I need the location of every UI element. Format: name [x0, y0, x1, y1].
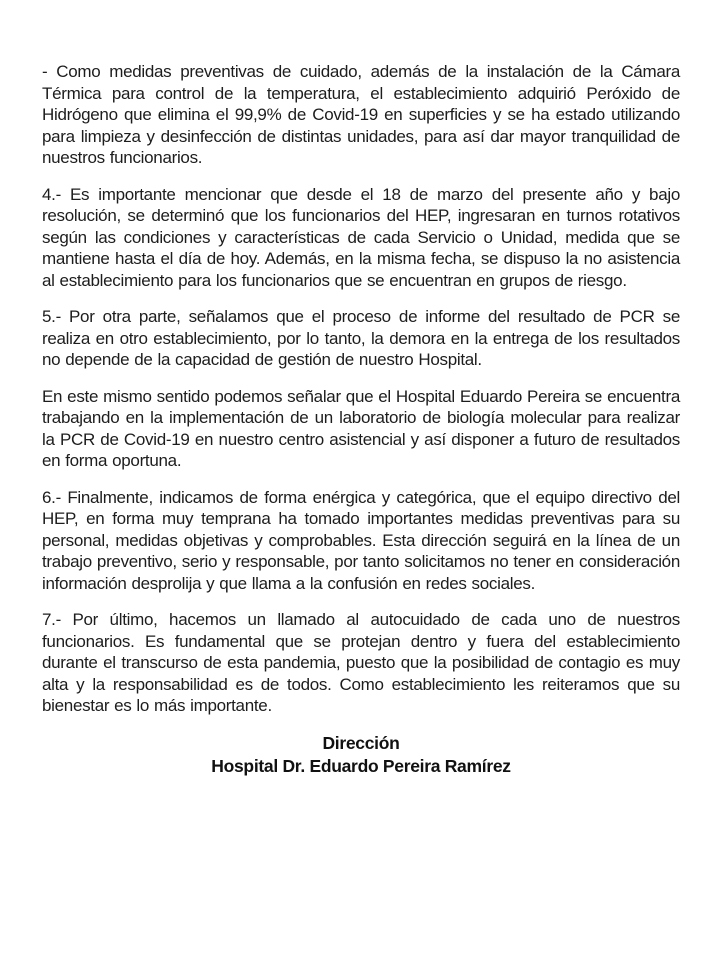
- signature-block: [42, 732, 680, 778]
- paragraph-7-self-care: 7.- Por último, hacemos un llamado al autocuidado de cada uno de nuestros funcionarios. Es fundamental que se protejan dentro y fuera del establecimiento durante el transcurso de esta pandemia, puesto que la posibilidad de contagio es muy alta y la responsabilidad es de todos. Como establecimiento les reiteramos que su bienestar es lo más importante.: [42, 610, 680, 715]
- paragraph-4-rotating-shifts: 4.- Es importante mencionar que desde el 18 de marzo del presente año y bajo resolución, se determinó que los funcionarios del HEP, ingresaran en turnos rotativos según las condiciones y características de cada Servicio o Unidad, medida que se mantiene hasta el día de hoy. Además, en la misma fecha, se dispuso la no asistencia al establecimiento para los funcionarios que se encuentran en grupos de riesgo.: [42, 184, 680, 290]
- paragraph-5-pcr-results: 5.- Por otra parte, señalamos que el proceso de informe del resultado de PCR se realiza en otro establecimiento, por lo tanto, la demora en la entrega de los resultados no depende de la capacidad de gestión de nuestro Hospital.: [42, 307, 680, 369]
- paragraph-molecular-lab: En este mismo sentido podemos señalar que el Hospital Eduardo Pereira se encuentra trabajando en la implementación de un laboratorio de biología molecular para realizar la PCR de Covid-19 en nuestro centro asistencial y así disponer a futuro de resultados en forma oportuna.: [42, 386, 680, 470]
- signature-hospital-name: Hospital Dr. Eduardo Pereira Ramírez: [211, 755, 511, 776]
- paragraph-6-directive-team: 6.- Finalmente, indicamos de forma enérgica y categórica, que el equipo directivo del HEP, en forma muy temprana ha tomado importantes medidas preventivas para su personal, medidas objetivas y comprobables. Esta dirección seguirá en la línea de un trabajo preventivo, serio y responsable, por tanto solicitamos no tener en consideración información desprolija y que llama a la confusión en redes sociales.: [42, 487, 680, 593]
- signature-direccion: Dirección: [322, 732, 400, 753]
- paragraph-preventive-measures: - Como medidas preventivas de cuidado, además de la instalación de la Cámara Térmica para control de la temperatura, el establecimiento adquirió Peróxido de Hidrógeno que elimina el 99,9% de Covid-19 en superficies y se ha estado utilizando para limpieza y desinfección de distintas unidades, para así dar mayor tranquilidad de nuestros funcionarios.: [42, 62, 680, 167]
